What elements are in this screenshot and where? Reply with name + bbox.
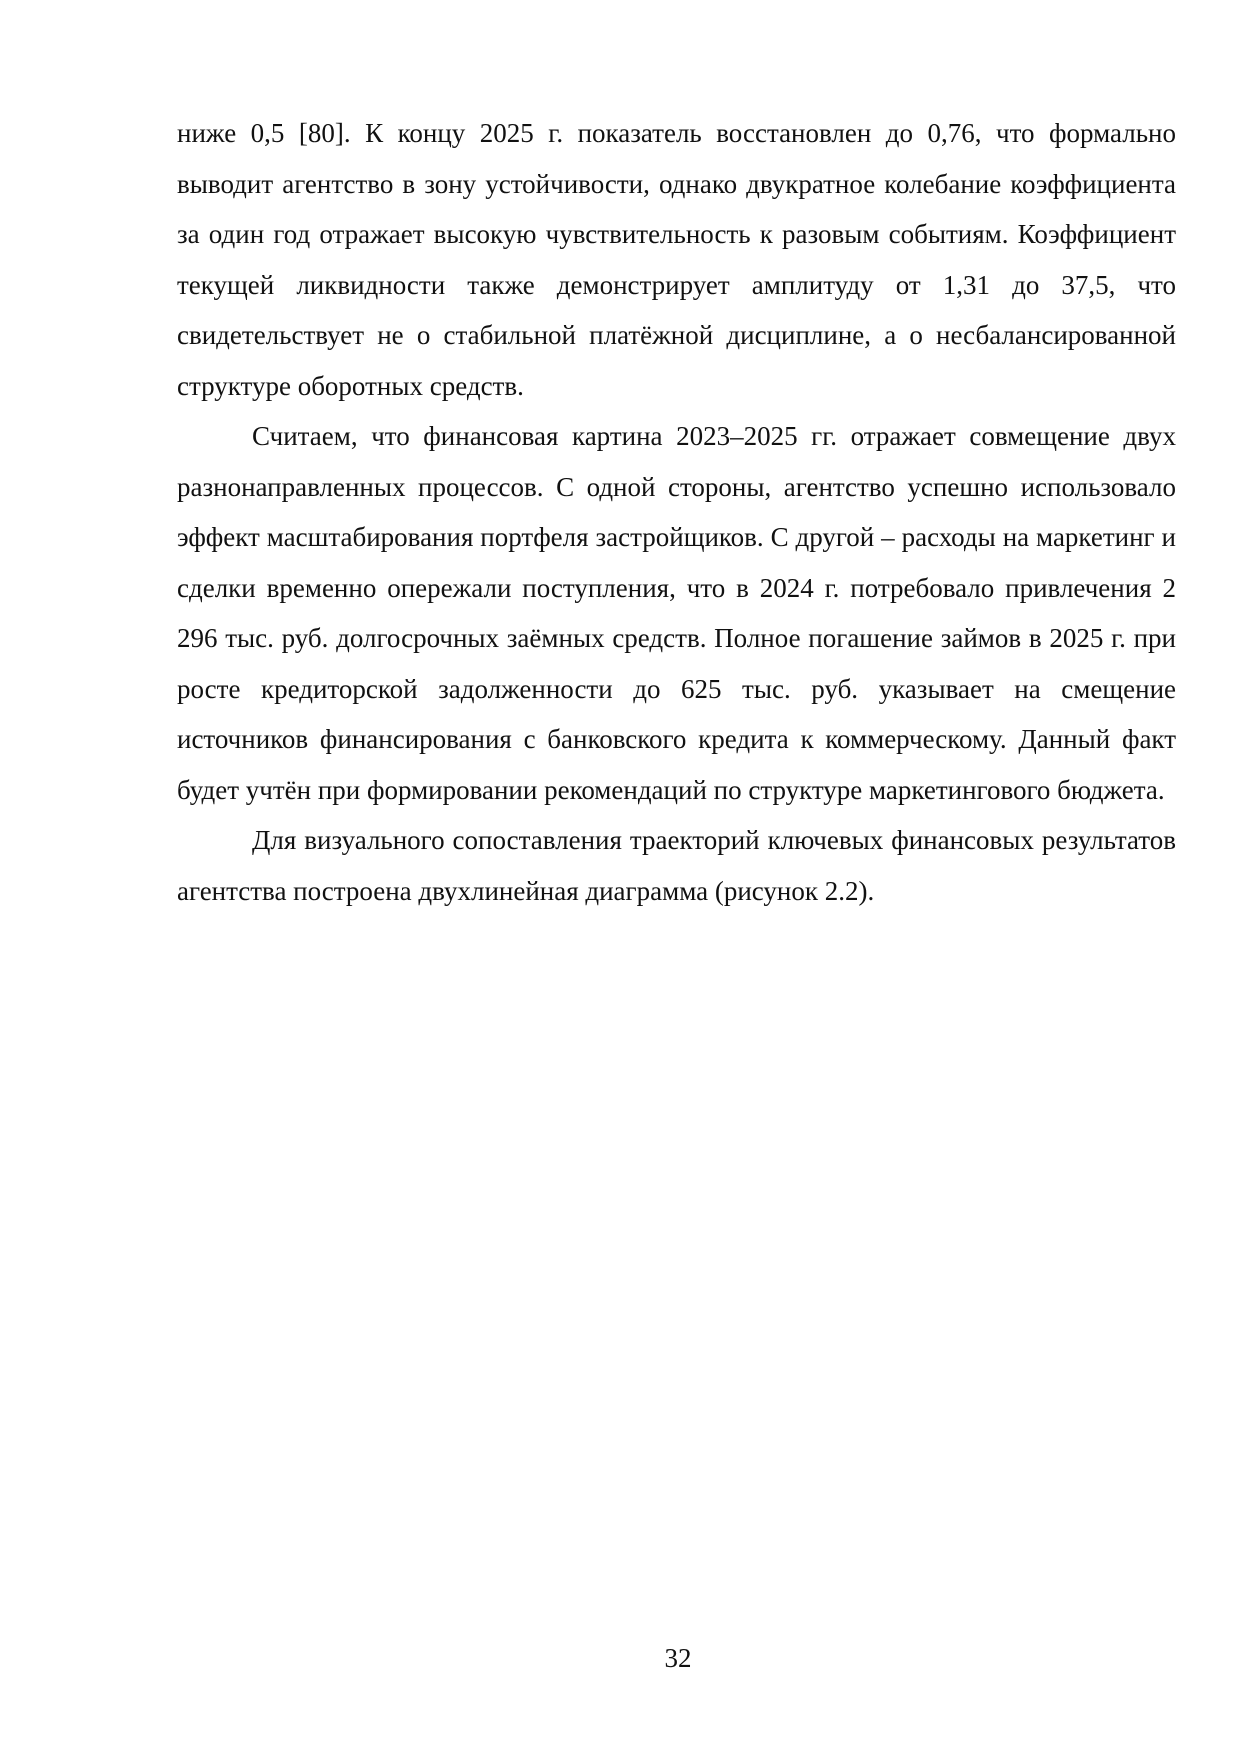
paragraph-chart-reference: Для визуального сопоставления траекторий ключевых финансовых результатов агентства построена двухлинейная диаграмма (рисунок 2.2). (177, 825, 1176, 906)
paragraph-continuation: ниже 0,5 [80]. К концу 2025 г. показатель восстановлен до 0,76, что формально выводит агентство в зону устойчивости, однако двукратное колебание коэффициента за один год отражает высокую чувствительность к разовым событиям. Коэффициент текущей ликвидности также демонстрирует амплитуду от 1,31 до 37,5, что свидетельствует не о стабильной платёжной дисциплине, а о несбалансированной структуре оборотных средств. (177, 118, 1176, 401)
paragraph-financial-picture: Считаем, что финансовая картина 2023–2025 гг. отражает совмещение двух разнонаправленных процессов. С одной стороны, агентство успешно использовало эффект масштабирования портфеля застройщиков. С другой – расходы на маркетинг и сделки временно опережали поступления, что в 2024 г. потребовало привлечения 2 296 тыс. руб. долгосрочных заёмных средств. Полное погашение займов в 2025 г. при росте кредиторской задолженности до 625 тыс. руб. указывает на смещение источников финансирования с банковского кредита к коммерческому. Данный факт будет учтён при формировании рекомендаций по структуре маркетингового бюджета. (177, 421, 1176, 805)
page-number: 32 (664, 1643, 692, 1673)
body-text (177, 108, 1176, 916)
